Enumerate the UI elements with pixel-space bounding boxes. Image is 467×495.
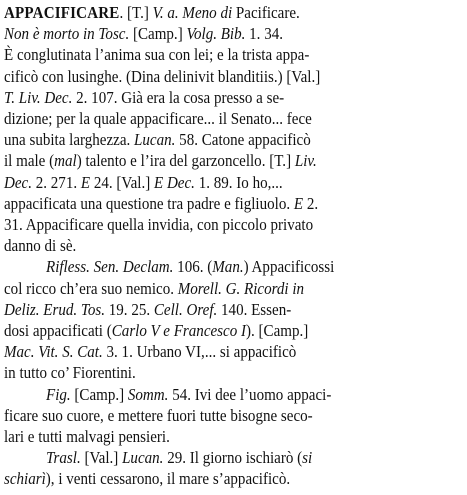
text-segment: È conglutinata l’anima sua con lei; e la trista appa- (4, 45, 310, 65)
text-line-09 (4, 172, 408, 194)
text-line-06 (4, 108, 408, 130)
text-segment: [Camp.] (70, 384, 128, 404)
italic-segment: schiarì (4, 469, 46, 489)
italic-segment: Somm. (127, 384, 169, 404)
text-line-11 (4, 214, 408, 236)
text-line-03 (4, 44, 408, 66)
text-segment: . [T.] (119, 3, 153, 22)
italic-segment: V. a. Meno di (152, 3, 236, 22)
italic-segment: Fig. (46, 384, 71, 404)
text-segment: col ricco ch’era suo nemico. (4, 278, 178, 298)
italic-segment: Non è morto in Tosc. (4, 24, 130, 44)
text-line-04 (4, 66, 408, 88)
italic-segment: Lucan. (122, 448, 164, 468)
text-segment: 19. 25. (105, 299, 154, 319)
text-line-07 (4, 129, 408, 151)
text-line-14 (4, 278, 408, 300)
text-segment: 2. (303, 193, 319, 213)
text-line-05 (4, 87, 408, 109)
text-segment: 2. 271. (31, 172, 81, 192)
text-segment: dosi appacificati ( (4, 321, 112, 340)
text-segment: 3. 1. Urbano VI,... si appacificò (102, 342, 297, 362)
text-segment: ) talento e l’ira del garzoncello. [T.] (76, 151, 295, 171)
text-line-10 (4, 193, 408, 215)
text-segment: [Val.] (80, 448, 123, 468)
italic-segment: E Dec. (153, 172, 195, 192)
italic-segment: Dec. (4, 172, 32, 192)
text-segment: cificò con lusinghe. (Dina delinivit blanditiis.) [Val.] (4, 66, 321, 86)
text-segment: lari e tutti malvagi pensieri. (4, 427, 170, 446)
italic-segment: Trasl. (46, 448, 81, 468)
italic-segment: Volg. Bib. (186, 24, 246, 44)
text-line-08 (4, 150, 408, 172)
italic-segment: mal (54, 151, 77, 171)
text-line-12 (4, 235, 408, 257)
text-segment: 106. ( (173, 257, 213, 277)
text-segment: ), i venti cessarono, il mare s’appacificò. (45, 469, 291, 489)
text-segment: dizione; per la quale appacificare... il Senato... fece (4, 109, 312, 128)
italic-segment: Mac. Vit. S. Cat. (4, 342, 103, 362)
text-segment: una subita larghezza. (4, 130, 135, 150)
text-segment: ). [Camp.] (246, 321, 309, 340)
text-segment: Pacificare. (235, 3, 300, 22)
text-line-18 (4, 362, 408, 384)
text-line-21 (4, 426, 408, 448)
text-segment: 24. [Val.] (90, 172, 154, 192)
text-segment: ficare suo cuore, e mettere fuori tutte bisogne seco- (4, 405, 313, 425)
text-line-15 (4, 299, 408, 321)
italic-segment: Man. (212, 257, 244, 277)
italic-segment: Liv. (294, 151, 317, 171)
text-segment: 140. Essen- (217, 299, 292, 319)
text-segment: ) Appacificossi (243, 257, 335, 277)
text-line-19 (46, 384, 450, 406)
italic-segment: Carlo V e Francesco I (111, 321, 247, 340)
italic-segment: E (80, 172, 91, 192)
italic-segment: si (302, 448, 313, 468)
text-line-16 (4, 320, 408, 342)
text-segment: 2. 107. Già era la cosa presso a se- (72, 87, 285, 107)
italic-segment: Deliz. Erud. Tos. (4, 299, 106, 319)
text-line-17 (4, 341, 408, 363)
text-segment: [Camp.] (129, 24, 187, 44)
text-segment: danno di sè. (4, 236, 77, 256)
headword: APPACIFICARE (4, 3, 120, 22)
italic-segment: Cell. Oref. (153, 299, 218, 319)
text-segment: 58. Catone appacificò (175, 130, 311, 150)
text-segment: in tutto co’ Fiorentini. (4, 363, 136, 383)
italic-segment: Rifless. Sen. Declam. (46, 257, 174, 277)
text-segment: 1. 34. (245, 24, 284, 44)
italic-segment: T. Liv. Dec. (4, 87, 73, 107)
text-segment: 29. Il giorno ischiarò ( (163, 448, 303, 468)
text-line-02 (4, 23, 408, 45)
text-segment: 1. 89. Io ho,... (194, 172, 283, 192)
text-line-23 (4, 468, 408, 490)
text-line-13 (46, 256, 450, 278)
italic-segment: Morell. G. Ricordi in (177, 278, 305, 298)
text-segment: appacificata una questione tra padre e figliuolo. (4, 193, 294, 213)
text-line-22 (46, 447, 450, 469)
text-line-01 (4, 2, 408, 24)
text-segment: il male ( (4, 151, 55, 171)
text-segment: 54. Ivi dee l’uomo appaci- (168, 384, 332, 404)
text-segment: 31. Appacificare quella invidia, con piccolo privato (4, 215, 314, 234)
italic-segment: E (293, 193, 304, 213)
italic-segment: Lucan. (134, 130, 176, 150)
text-line-20 (4, 405, 408, 427)
